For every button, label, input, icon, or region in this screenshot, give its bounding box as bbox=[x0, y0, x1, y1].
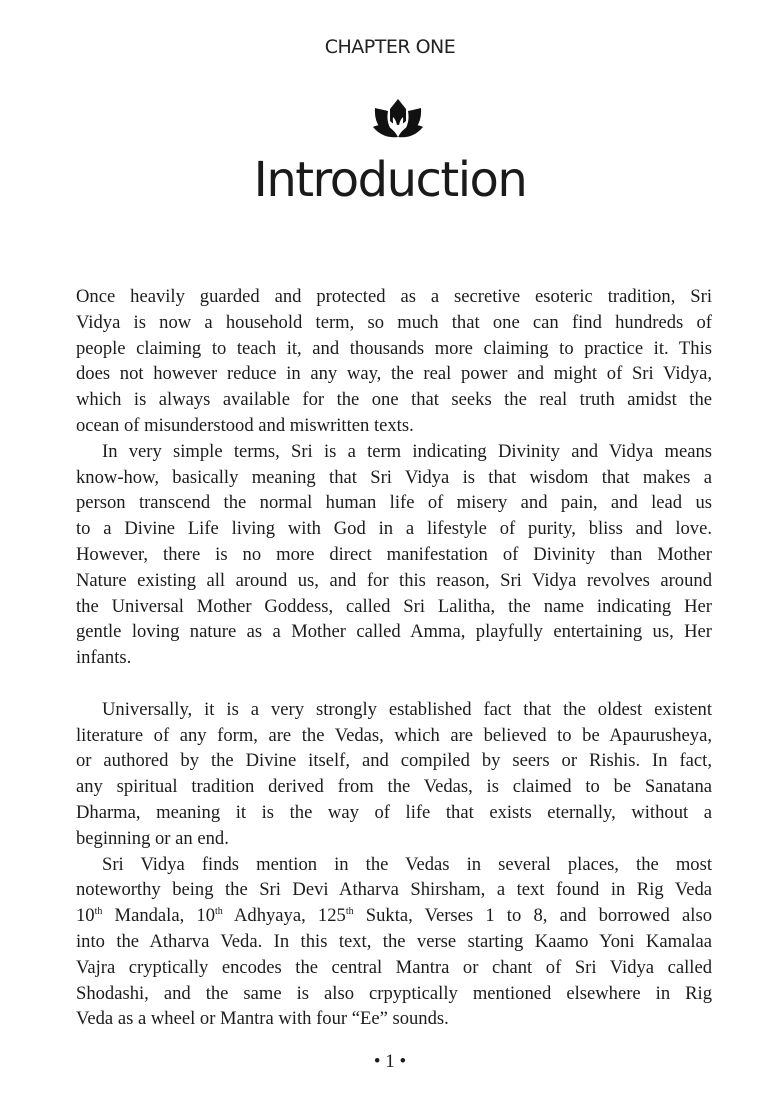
text-line: Vidya is now a household term, so much that one can find hundreds of bbox=[76, 311, 712, 333]
paragraph-3 bbox=[76, 697, 712, 852]
text-line: Nature existing all around us, and for this reason, Sri Vidya revolves around bbox=[76, 569, 712, 591]
superscript: th bbox=[345, 905, 354, 917]
chapter-title: Introduction bbox=[253, 152, 527, 208]
text-line-with-superscripts bbox=[76, 903, 712, 929]
text-segment: Mandala, 10 bbox=[102, 905, 216, 927]
text-line: ocean of misunderstood and miswritten texts. bbox=[76, 414, 414, 436]
text-segment: 10 bbox=[76, 905, 95, 927]
text-line: In very simple terms, Sri is a term indicating Divinity and Vidya means bbox=[102, 440, 712, 462]
text-line: any spiritual tradition derived from the Vedas, is claimed to be Sanatana bbox=[76, 776, 712, 798]
text-line: However, there is no more direct manifestation of Divinity than Mother bbox=[76, 543, 712, 565]
chapter-label: CHAPTER ONE bbox=[324, 36, 456, 58]
text-line: Dharma, meaning it is the way of life that exists eternally, without a bbox=[76, 801, 712, 823]
text-line: Universally, it is a very strongly established fact that the oldest existent bbox=[102, 698, 712, 720]
superscript: th bbox=[94, 905, 103, 917]
text-line: people claiming to teach it, and thousands more claiming to practice it. This bbox=[76, 337, 712, 359]
paragraph-1 bbox=[76, 284, 712, 439]
paragraph-4 bbox=[76, 852, 712, 1033]
superscript: th bbox=[215, 905, 223, 917]
text-line: does not however reduce in any way, the real power and might of Sri Vidya, bbox=[76, 363, 712, 385]
text-line: Sri Vidya finds mention in the Vedas in several places, the most bbox=[102, 853, 712, 875]
page-number: • 1 • bbox=[373, 1051, 407, 1072]
text-segment: Adhyaya, 125 bbox=[222, 905, 346, 927]
text-segment: Sukta, Verses 1 to 8, and borrowed also bbox=[353, 905, 712, 927]
lotus-icon bbox=[371, 97, 425, 143]
text-line: which is always available for the one that seeks the real truth amidst the bbox=[76, 389, 712, 411]
text-line: Veda as a wheel or Mantra with four “Ee” sounds. bbox=[76, 1008, 449, 1030]
text-line: noteworthy being the Sri Devi Atharva Shirsham, a text found in Rig Veda bbox=[76, 879, 712, 901]
text-line: literature of any form, are the Vedas, which are believed to be Apaurusheya, bbox=[76, 724, 712, 746]
text-line: infants. bbox=[76, 647, 132, 669]
text-line: gentle loving nature as a Mother called Amma, playfully entertaining us, Her bbox=[76, 621, 712, 643]
text-line: to a Divine Life living with God in a lifestyle of purity, bliss and love. bbox=[76, 518, 712, 540]
text-line: person transcend the normal human life of misery and pain, and lead us bbox=[76, 492, 712, 514]
text-line: know-how, basically meaning that Sri Vidya is that wisdom that makes a bbox=[76, 466, 712, 488]
paragraph-2 bbox=[76, 439, 712, 671]
text-line: Shodashi, and the same is also crpyptically mentioned elsewhere in Rig bbox=[76, 982, 712, 1004]
body-text bbox=[76, 284, 712, 1032]
text-line: Once heavily guarded and protected as a secretive esoteric tradition, Sri bbox=[76, 286, 712, 307]
text-line: the Universal Mother Goddess, called Sri Lalitha, the name indicating Her bbox=[76, 595, 712, 617]
text-line: beginning or an end. bbox=[76, 827, 229, 849]
text-line: into the Atharva Veda. In this text, the verse starting Kaamo Yoni Kamalaa bbox=[76, 930, 712, 952]
text-line: Vajra cryptically encodes the central Mantra or chant of Sri Vidya called bbox=[76, 956, 712, 978]
text-line: or authored by the Divine itself, and compiled by seers or Rishis. In fact, bbox=[76, 750, 712, 772]
